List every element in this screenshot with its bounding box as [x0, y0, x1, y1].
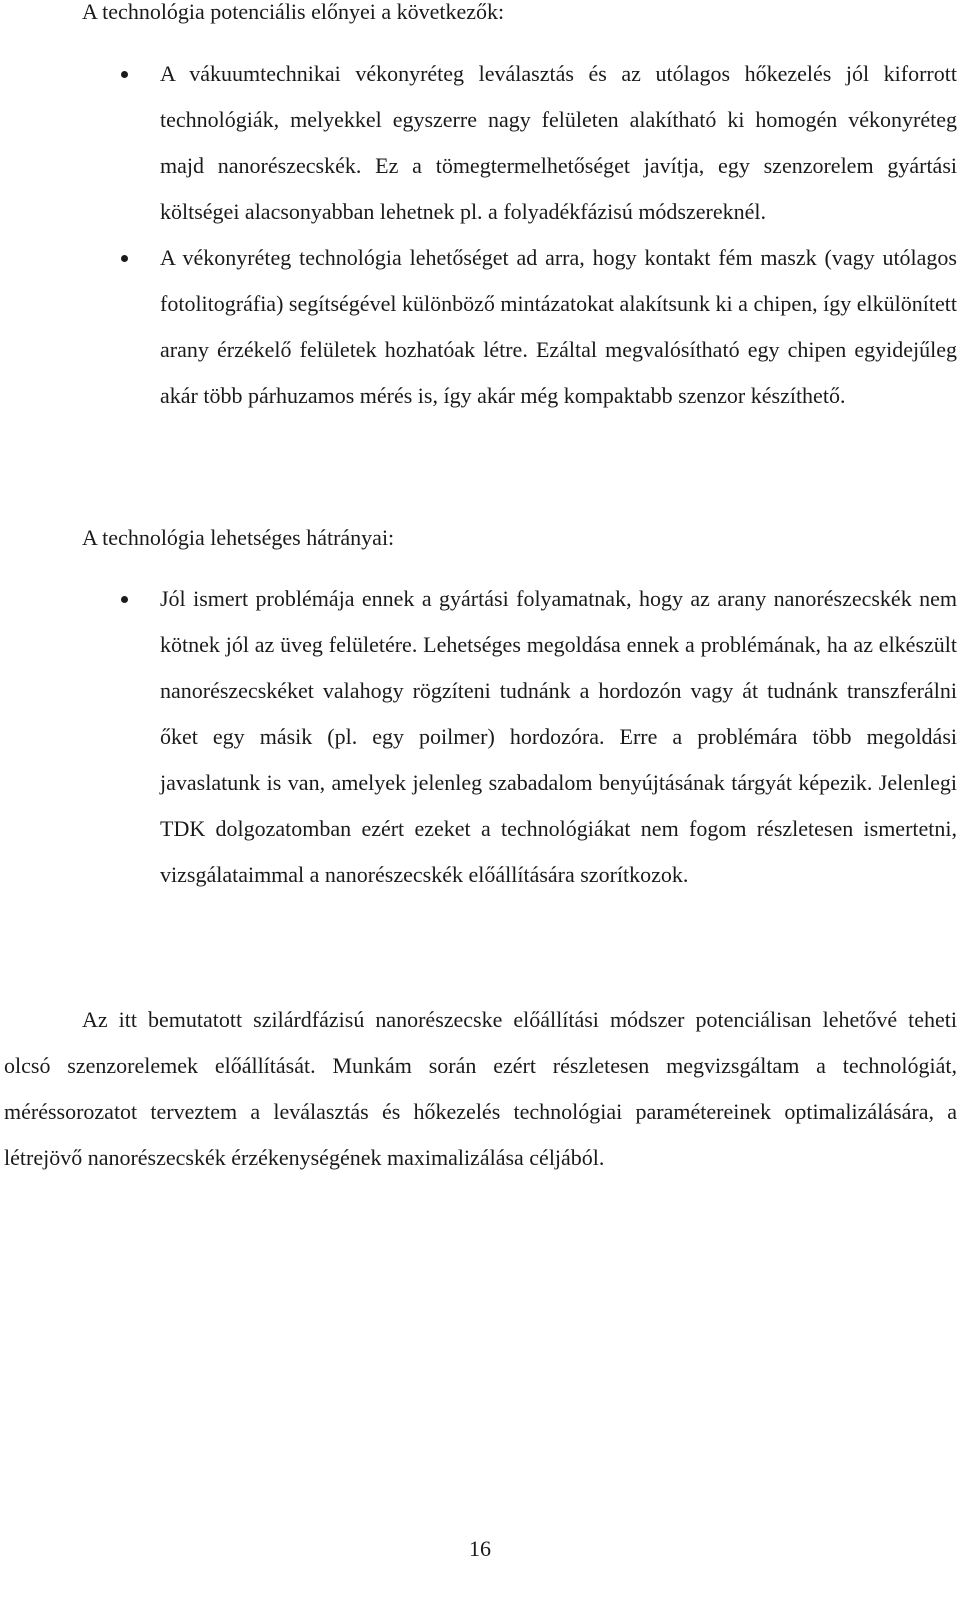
advantages-heading: A technológia potenciális előnyei a következők:: [82, 0, 505, 24]
bullet-icon: [121, 596, 128, 603]
list-item-text: Jól ismert problémája ennek a gyártási folyamatnak, hogy az arany nanorészecskék nem kötnek jól az üveg felületére. Lehetséges megoldása ennek a problémának, ha az elkészült nanorészecskéket valahogy rögzíteni tudnánk a hordozón vagy át tudnánk transzferálni őket egy másik (pl. egy poilmer) hordozóra. Erre a problémára több megoldási javaslatunk is van, amelyek jelenleg szabadalom benyújtásának tárgyát képezik. Jelenlegi TDK dolgozatomban ezért ezeket a technológiákat nem fogom részletesen ismertetni, vizsgálataimmal a nanorészecskék előállítására szorítkozok.: [160, 586, 957, 887]
list-item: [0, 576, 957, 898]
closing-paragraph: Az itt bemutatott szilárdfázisú nanorészecske előállítási módszer potenciálisan lehetővé teheti olcsó szenzorelemek előállítását. Munkám során ezért részletesen megvizsgáltam a technológiát, méréssorozatot terveztem a leválasztás és hőkezelés technológiai paramétereinek optimalizálására, a létrejövő nanorészecskék érzékenységének maximalizálása céljából.: [4, 1007, 957, 1170]
list-item: [0, 51, 957, 235]
page-number: 16: [469, 1536, 491, 1561]
list-item-text: A vákuumtechnikai vékonyréteg leválasztás és az utólagos hőkezelés jól kiforrott technológiák, melyekkel egyszerre nagy felületen alakítható ki homogén vékonyréteg majd nanorészecskék. Ez a tömegtermelhetőséget javítja, egy szenzorelem gyártási költségei alacsonyabban lehetnek pl. a folyadékfázisú módszereknél.: [160, 61, 957, 224]
bullet-icon: [121, 71, 128, 78]
disadvantages-list: [0, 576, 960, 898]
list-item: [0, 235, 957, 419]
list-item-text: A vékonyréteg technológia lehetőséget ad arra, hogy kontakt fém maszk (vagy utólagos fotolitográfia) segítségével különböző mintázatokat alakítsunk ki a chipen, így elkülönített arany érzékelő felületek hozhatóak létre. Ezáltal megvalósítható egy chipen egyidejűleg akár több párhuzamos mérés is, így akár még kompaktabb szenzor készíthető.: [160, 245, 957, 408]
bullet-icon: [121, 255, 128, 262]
disadvantages-heading: A technológia lehetséges hátrányai:: [82, 525, 395, 550]
advantages-list: [0, 51, 960, 419]
